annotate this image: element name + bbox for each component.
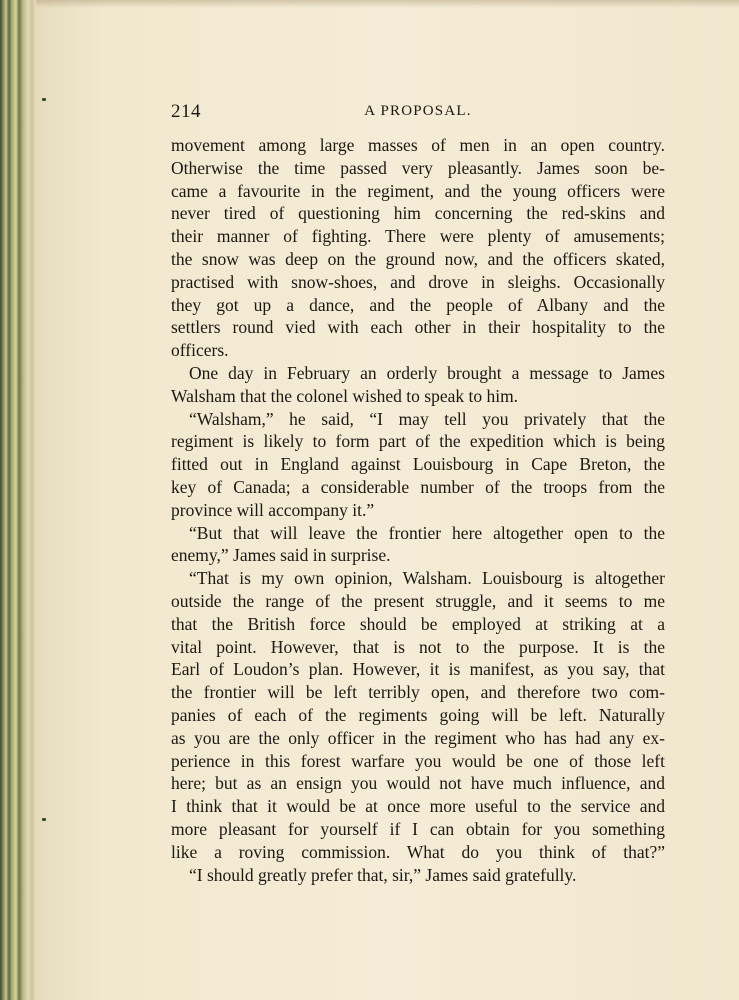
text-line: they got up a dance, and the people of Albany and the (171, 294, 665, 315)
text-line: fitted out in England against Louisbourg in Cape Breton, the (171, 454, 665, 475)
text-line: key of Canada; a considerable number of the troops from the (171, 476, 665, 497)
text-line: Otherwise the time passed very pleasantly. James soon be- (171, 157, 665, 178)
text-line: Earl of Loudon’s plan. However, it is manifest, as you say, that (171, 659, 665, 680)
text-line: that the British force should be employed at striking at a (171, 613, 665, 634)
page-header (171, 101, 665, 125)
text-line: came a favourite in the regiment, and the young officers were (171, 180, 665, 201)
book-binding (0, 0, 36, 1000)
text-line: the snow was deep on the ground now, and the officers skated, (171, 248, 665, 269)
body-text (171, 134, 665, 886)
text-line: never tired of questioning him concerning the red-skins and (171, 203, 665, 224)
text-line: “But that will leave the frontier here altogether open to the (189, 522, 665, 543)
text-line: outside the range of the present struggle, and it seems to me (171, 590, 665, 611)
margin-mark (42, 98, 46, 101)
page-number: 214 (171, 101, 201, 122)
text-line: their manner of fighting. There were plenty of amusements; (171, 226, 665, 247)
text-line: “That is my own opinion, Walsham. Louisbourg is altogether (189, 568, 665, 589)
text-line: I think that it would be at once more useful to the service and (171, 796, 665, 817)
text-line: as you are the only officer in the regiment who has had any ex- (171, 727, 665, 748)
text-line: practised with snow-shoes, and drove in sleighs. Occasionally (171, 271, 665, 292)
text-line: Walsham that the colonel wished to speak to him. (171, 385, 519, 406)
text-line: province will accompany it.” (171, 499, 375, 520)
text-line: more pleasant for yourself if I can obtain for you something (171, 818, 665, 839)
text-line: officers. (171, 340, 229, 361)
text-line: One day in February an orderly brought a message to James (189, 362, 665, 383)
text-line: the frontier will be left terribly open, and therefore two com- (171, 682, 665, 703)
text-line: movement among large masses of men in an open country. (171, 135, 665, 155)
text-line: like a roving commission. What do you think of that?” (171, 841, 665, 862)
text-line: enemy,” James said in surprise. (171, 545, 391, 566)
text-line: here; but as an ensign you would not have much influence, and (171, 773, 665, 794)
running-title: A PROPOSAL. (364, 103, 472, 119)
margin-mark (42, 818, 46, 821)
text-line: panies of each of the regiments going will be left. Naturally (171, 704, 665, 725)
text-line: perience in this forest warfare you would be one of those left (171, 750, 665, 771)
page-top-edge (36, 0, 739, 8)
text-line: regiment is likely to form part of the expedition which is being (171, 431, 665, 452)
text-line: “Walsham,” he said, “I may tell you privately that the (189, 408, 665, 429)
text-line: “I should greatly prefer that, sir,” James said gratefully. (189, 864, 577, 885)
text-line: settlers round vied with each other in their hospitality to the (171, 317, 665, 338)
text-line: vital point. However, that is not to the purpose. It is the (171, 636, 665, 657)
